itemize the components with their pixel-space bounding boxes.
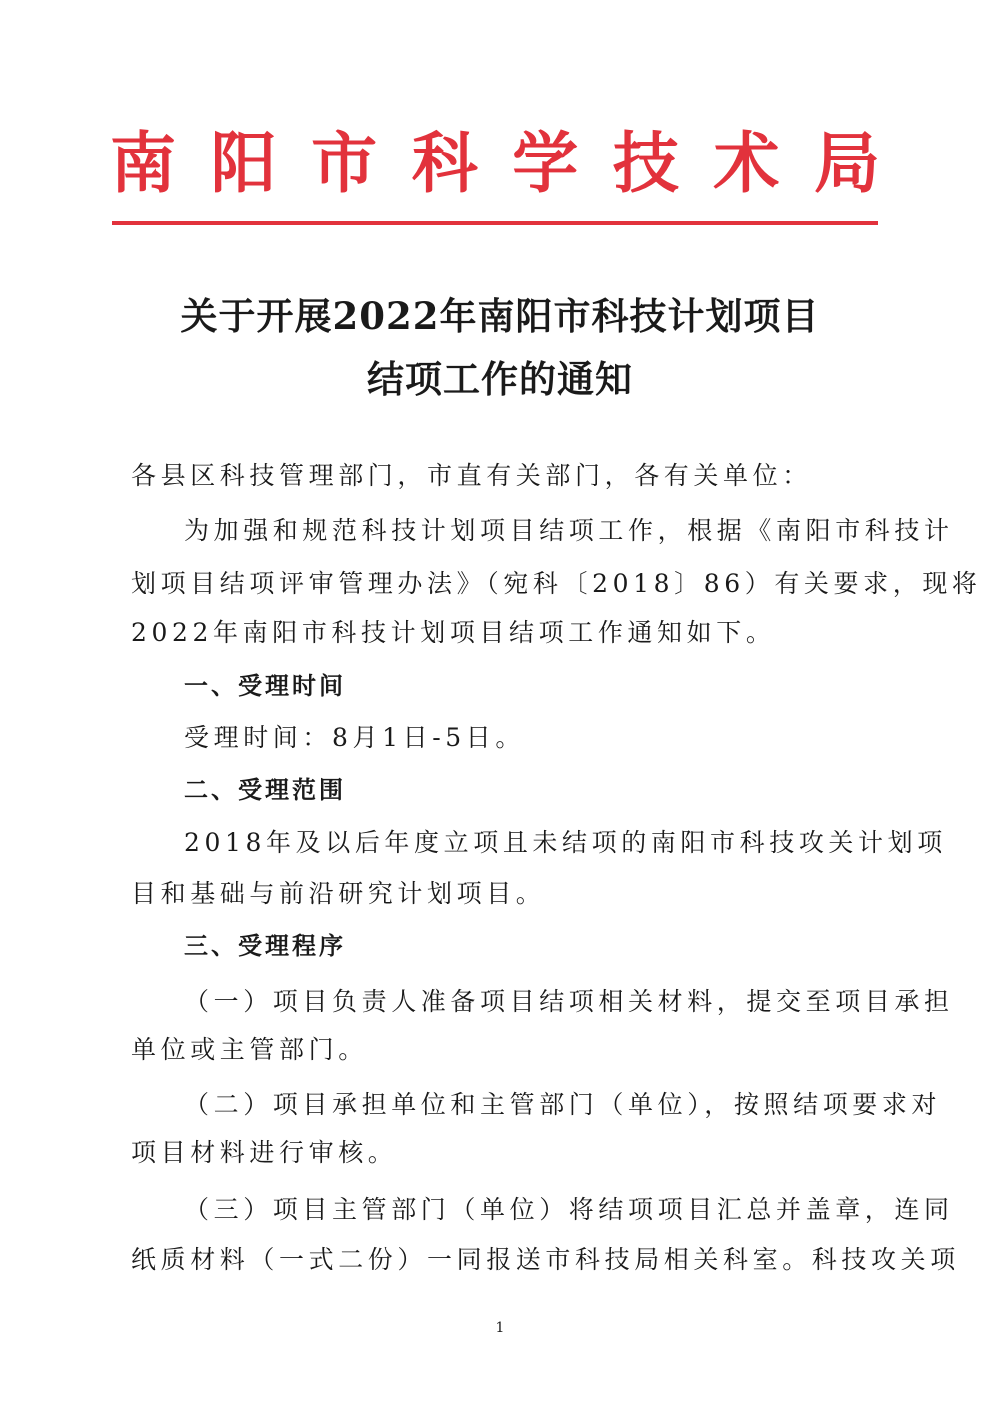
section-2-heading: 二、受理范围: [184, 776, 346, 804]
letterhead-char: 市: [311, 124, 378, 202]
section-2-line-1: 2018年及以后年度立项且未结项的南阳市科技攻关计划项: [184, 828, 947, 857]
intro-line-3: 2022年南阳市科技计划项目结项工作通知如下。: [131, 618, 776, 647]
letterhead-char: 南: [110, 124, 176, 202]
section-1-text: 受理时间：8月1日-5日。: [184, 723, 525, 752]
document-title-line-1: 关于开展2022年南阳市科技计划项目: [180, 294, 820, 338]
letterhead-char: 局: [813, 124, 880, 202]
intro-line-2: 划项目结项评审管理办法》（宛科〔2018〕86）有关要求，现将: [131, 569, 982, 598]
letterhead: [110, 112, 880, 202]
letterhead-char: 学: [512, 124, 579, 202]
document-title-line-2: 结项工作的通知: [367, 357, 633, 401]
section-3-step-2-line-2: 项目材料进行审核。: [131, 1138, 398, 1167]
letterhead-char: 阳: [210, 124, 277, 202]
section-3-step-3-line-2: 纸质材料（一式二份）一同报送市科技局相关科室。科技攻关项: [131, 1245, 960, 1274]
salutation: 各县区科技管理部门，市直有关部门，各有关单位：: [131, 461, 812, 490]
section-3-step-1-line-1: （一）项目负责人准备项目结项相关材料，提交至项目承担: [184, 987, 954, 1016]
section-3-heading: 三、受理程序: [184, 932, 346, 960]
letterhead-char: 术: [713, 124, 780, 202]
section-3-step-2-line-1: （二）项目承担单位和主管部门（单位），按照结项要求对: [184, 1090, 942, 1119]
letterhead-char: 科: [411, 124, 478, 202]
section-2-line-2: 目和基础与前沿研究计划项目。: [131, 879, 546, 908]
section-3-step-3-line-1: （三）项目主管部门（单位）将结项项目汇总并盖章，连同: [184, 1195, 954, 1224]
section-3-step-1-line-2: 单位或主管部门。: [131, 1035, 368, 1064]
letterhead-divider: [112, 221, 878, 225]
letterhead-char: 技: [612, 124, 679, 202]
page-number: 1: [495, 1320, 505, 1336]
section-1-heading: 一、受理时间: [184, 672, 346, 700]
intro-line-1: 为加强和规范科技计划项目结项工作，根据《南阳市科技计: [184, 516, 954, 545]
